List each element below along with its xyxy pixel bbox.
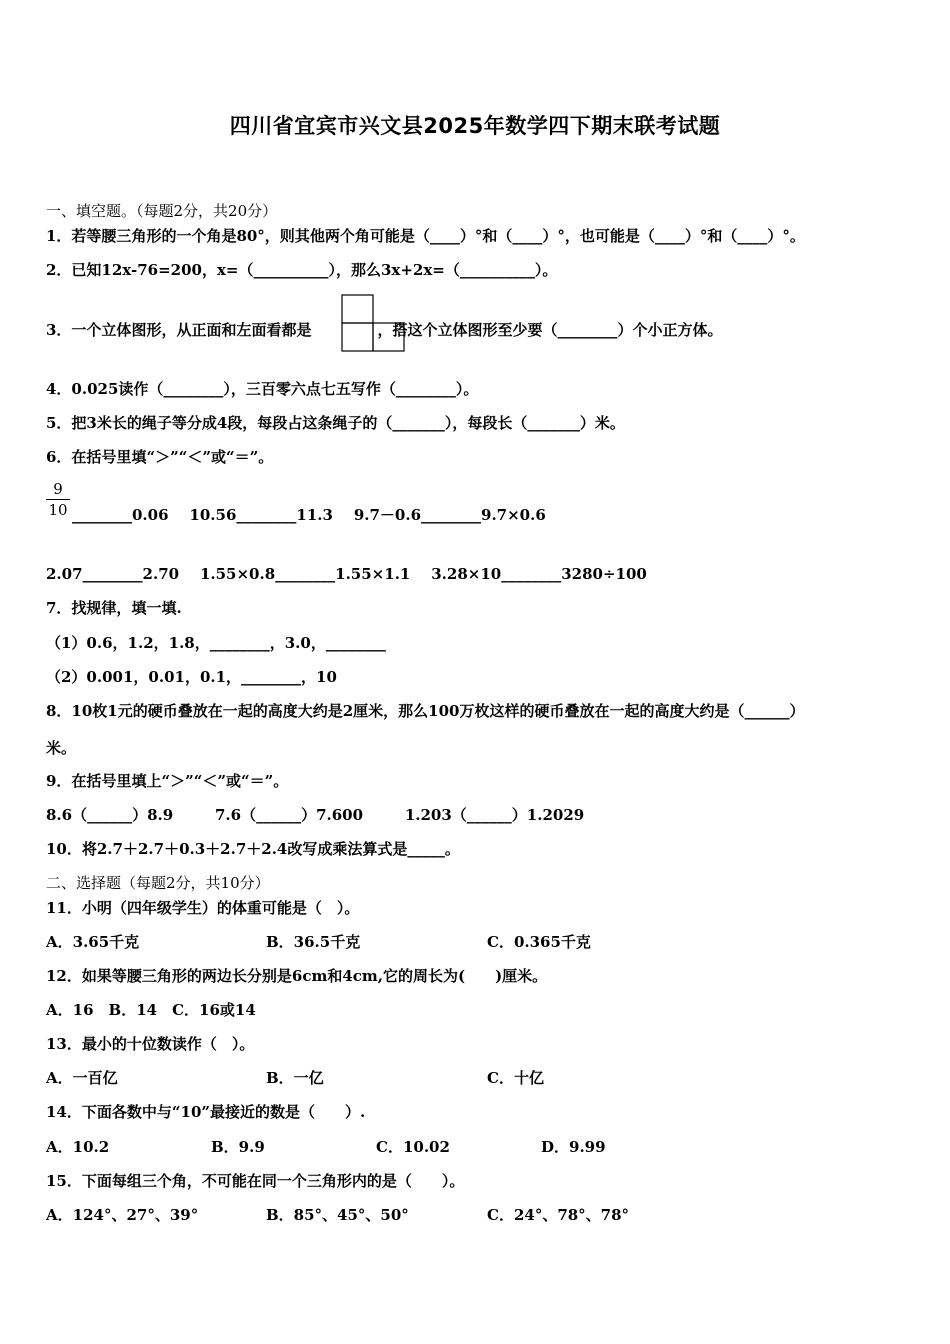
question-4: 4．0.025读作（________），三百零六点七五写作（________）。 — [46, 380, 479, 398]
question-6: 6．在括号里填“＞”“＜”或“＝”。 — [46, 448, 274, 466]
cube-view-figure — [341, 294, 405, 352]
question-7: 7．找规律，填一填. — [46, 599, 182, 617]
question-6-row-2 — [46, 564, 647, 584]
question-9-row-text: 8.6（______）8.9 7.6（______）7.600 1.203（______）1.2029 — [46, 806, 585, 824]
question-5: 5．把3米长的绳子等分成4段，每段占这条绳子的（_______），每段长（_______）米。 — [46, 414, 625, 432]
question-3-text-a: 3．一个立体图形，从正面和左面看都是 — [46, 321, 312, 339]
question-6-row-1 — [72, 505, 546, 525]
question-14-option-a: A．10.2 — [46, 1138, 110, 1156]
question-11-option-b: B．36.5千克 — [266, 933, 361, 951]
section-choice-heading: 二、选择题（每题2分，共10分） — [46, 874, 270, 892]
question-9-row — [46, 805, 584, 825]
section-fill-in-heading: 一、填空题。（每题2分，共20分） — [46, 202, 278, 220]
question-8: 8．10枚1元的硬币叠放在一起的高度大约是2厘米，那么100万枚这样的硬币叠放在一起的高度大约是（______） — [46, 702, 805, 720]
question-3-text-b: ，搭这个立体图形至少要（________）个小正方体。 — [377, 321, 723, 339]
question-14-option-c: C．10.02 — [376, 1138, 450, 1156]
question-6-row-2-text: 2.07________2.70 1.55×0.8________1.55×1.1 3.28×10________3280÷100 — [46, 565, 647, 583]
question-15-option-c: C．24°、78°、78° — [487, 1206, 630, 1224]
question-10: 10．将2.7＋2.7＋0.3＋2.7＋2.4改写成乘法算式是_____。 — [46, 840, 460, 858]
question-13-option-b: B．一亿 — [266, 1069, 324, 1087]
fraction-numerator: 9 — [53, 480, 63, 498]
question-11: 11．小明（四年级学生）的体重可能是（ ）。 — [46, 899, 360, 917]
question-6-row-1-text: ________0.06 10.56________11.3 9.7－0.6________9.7×0.6 — [72, 506, 546, 524]
question-13-option-a: A．一百亿 — [46, 1069, 118, 1087]
question-14: 14．下面各数中与“10”最接近的数是（ ）. — [46, 1103, 366, 1121]
question-9: 9．在括号里填上“＞”“＜”或“＝”。 — [46, 772, 289, 790]
question-13: 13．最小的十位数读作（ ）。 — [46, 1035, 255, 1053]
question-1: 1．若等腰三角形的一个角是80°，则其他两个角可能是（____）°和（____）°，也可能是（____）°和（____）°。 — [46, 227, 805, 245]
question-12-options: A．16 B．14 C．16或14 — [46, 1001, 256, 1019]
question-11-option-a: A．3.65千克 — [46, 933, 140, 951]
question-2: 2．已知12x-76=200，x=（__________），那么3x+2x=（__________）。 — [46, 261, 558, 279]
question-13-option-c: C．十亿 — [487, 1069, 544, 1087]
question-8-continued: 米。 — [46, 739, 77, 757]
question-14-option-d: D．9.99 — [541, 1138, 606, 1156]
fraction-bar — [46, 499, 70, 500]
question-7-part-1: （1）0.6，1.2，1.8，________，3.0，________ — [46, 634, 386, 652]
question-15: 15．下面每组三个角，不可能在同一个三角形内的是（ ）。 — [46, 1172, 465, 1190]
question-7-part-2: （2）0.001，0.01，0.1，________，10 — [46, 668, 337, 686]
question-11-option-c: C．0.365千克 — [487, 933, 591, 951]
fraction-nine-tenths — [46, 480, 70, 519]
question-14-option-b: B．9.9 — [211, 1138, 265, 1156]
question-12: 12．如果等腰三角形的两边长分别是6cm和4cm,它的周长为( )厘米。 — [46, 967, 548, 985]
question-15-option-a: A．124°、27°、39° — [46, 1206, 199, 1224]
page-title: 四川省宜宾市兴文县2025年数学四下期末联考试题 — [229, 114, 721, 138]
question-15-option-b: B．85°、45°、50° — [266, 1206, 409, 1224]
fraction-denominator: 10 — [48, 501, 68, 519]
